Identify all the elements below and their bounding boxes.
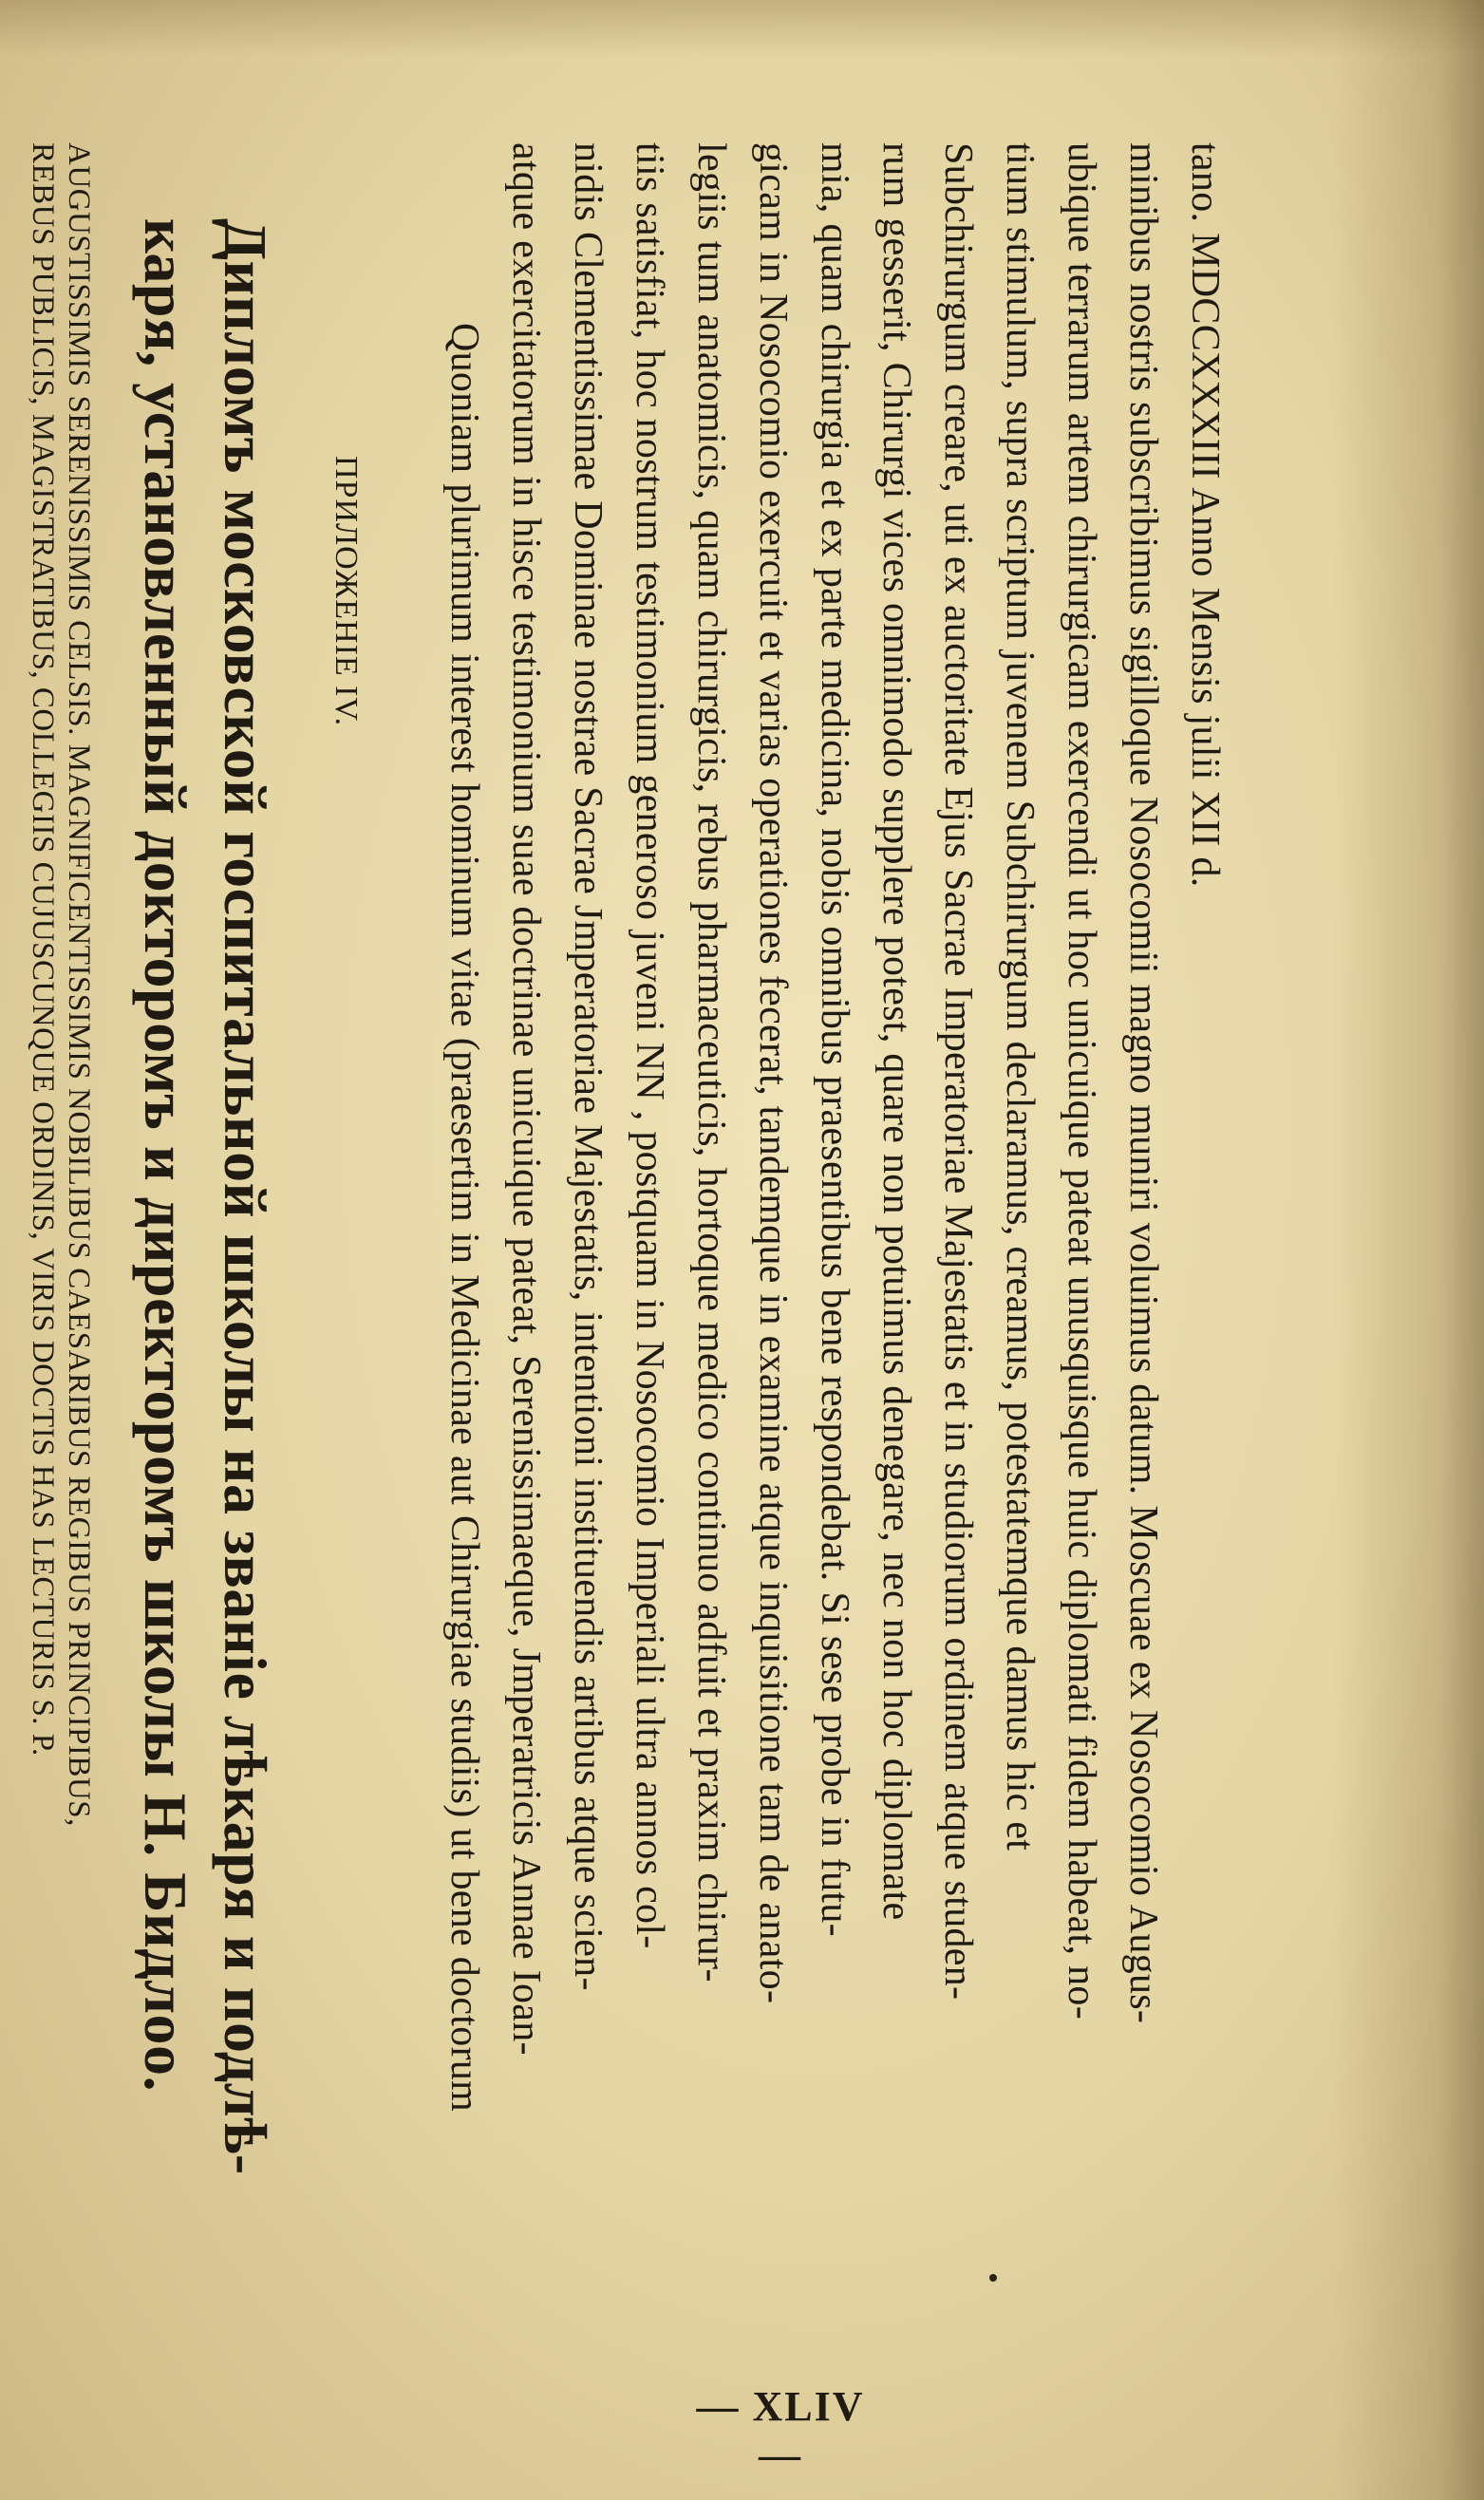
body-line: tano. MDCCXXXIII Anno Mensis julii XII d. [1183, 142, 1227, 888]
salutation-line-2: REBUS PUBLICIS, MAGISTRATIBUS, COLLEGIIS CUJUSCUNQUE ORDINIS, VIRIS DOCTIS HAS LECTURIS S. P. [26, 142, 60, 1757]
body-line: mia, quam chirurgia et ex parte medicina, nobis omnibus praesentibus bene respondebat. Si sese probe in futu- [813, 142, 856, 1937]
body-line: rum gesserit, Chirurgi vices omnimodo supplere potest, quare non potuimus denegare, nec non hoc diplomate [874, 142, 918, 1921]
body-line: tiis satisfiat, hoc nostrum testimonium generoso juveni NN , postquam in Nosocomio Imperiali ultra annos col- [628, 142, 671, 1949]
appendix-label: ПРИЛОЖЕНІЕ IV. [329, 456, 364, 727]
body-line: minibus nostris subscribimus sigilloque Nosocomii magno muniri voluimus datum. Moscuae ex Nosocomio Augus- [1121, 142, 1165, 2024]
document-title-line-2: каря, установленный докторомъ и директоромъ школы Н. Бидлоо. [132, 218, 199, 2093]
salutation-line-1: AUGUSTISSIMIS SERENISSIMIS CELSIS. MAGNIFICENTISSIMIS NOBILIBUS CAESARIBUS REGIBUS PRINCIPIBUS, [62, 142, 96, 1827]
ink-speck [989, 2274, 997, 2282]
body-line: atque exercitatorum in hisce testimonium suae doctrinae unicuique pateat, Serenissimaeque, Jmperatricis Annae Ioan- [504, 142, 548, 2056]
body-line: ubique terrarum artem chirurgicam exercendi ut hoc unicuique pateat unusquisque huic diplomati fidem habeat, no- [1060, 142, 1103, 2021]
body-line: Quoniam plurimum interest hominum vitae (praesertim in Medicinae aut Chirurgiae studiis) ut bene doctorum [442, 323, 486, 2113]
page-number: — XLIV — [696, 2383, 865, 2478]
body-line: Subchirurgum creare, uti ex auctoritate Ejus Sacrae Imperatoriae Majestatis et in studiorum ordinem atque studen- [936, 142, 980, 2001]
body-line: legiis tum anatomicis, quam chirurgicis, rebus pharmaceuticis, hortoque medico continuo adfuit et praxim chirur- [689, 142, 733, 1983]
body-line: tium stimulum, supra scriptum juvenem Subchirurgum declaramus, creamus, potestatemque damus hic et [998, 142, 1042, 1852]
body-line: gicam in Nosocomio exercuit et varias operationes fecerat, tandemque in examine atque inquisitione tam de anato- [751, 142, 795, 2004]
document-title-line-1: Дипломъ московской госпитальной школы на званіе лѣкаря и подлѣ- [212, 218, 279, 2175]
body-line: nidis Clementissimae Dominae nostrae Sacrae Jmperatoriae Majestatis, intentioni instituendis artibus atque scien- [566, 142, 610, 1991]
